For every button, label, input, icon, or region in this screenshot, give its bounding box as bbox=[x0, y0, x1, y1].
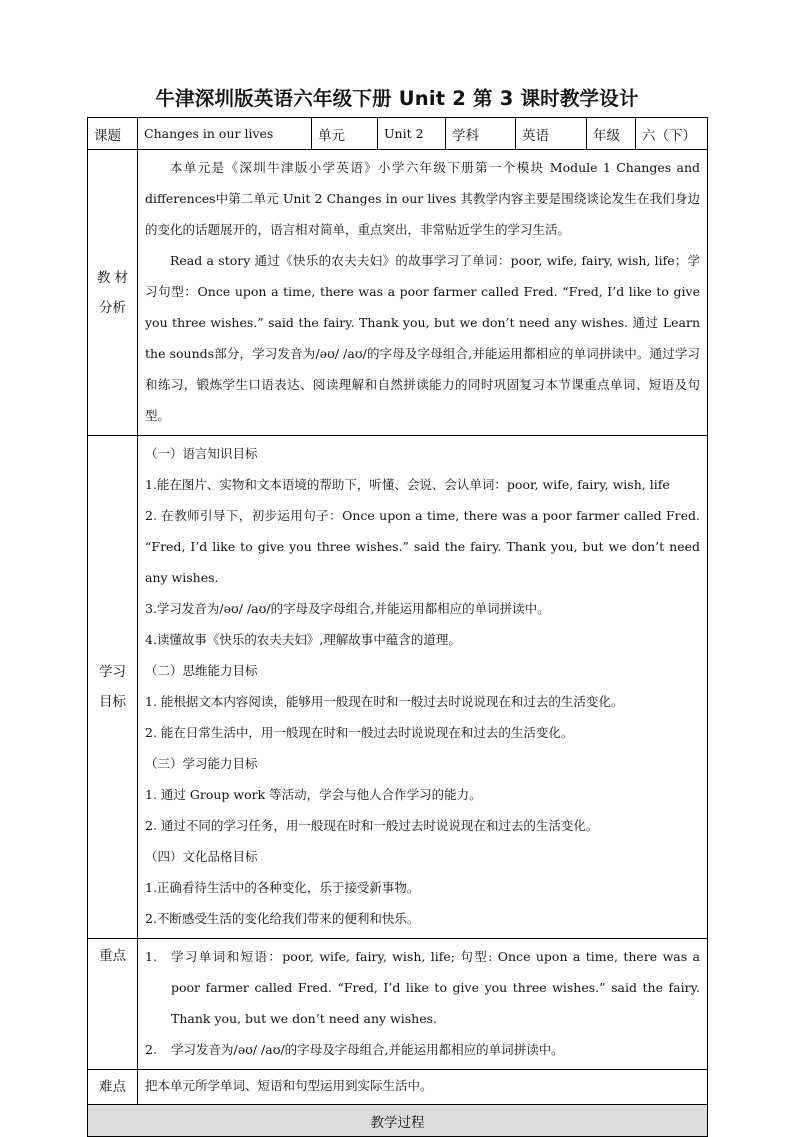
objective-line: 3.学习发音为/əʊ/ /aʊ/的字母及字母组合,并能运用都相应的单词拼读中。 bbox=[145, 601, 550, 616]
objectives-label-line1: 学习 bbox=[99, 664, 126, 680]
topic-label: 课题 bbox=[88, 118, 138, 150]
key-points-row bbox=[88, 939, 708, 1070]
difficulties-content: 把本单元所学单词、短语和句型运用到实际生活中。 bbox=[138, 1070, 708, 1105]
key-point-text: 学习发音为/əʊ/ /aʊ/的字母及字母组合,并能运用都相应的单词拼读中。 bbox=[171, 1042, 564, 1057]
objective-line: 4.读懂故事《快乐的农夫夫妇》,理解故事中蕴含的道理。 bbox=[145, 632, 461, 647]
objectives-content bbox=[138, 436, 708, 939]
analysis-content bbox=[138, 150, 708, 436]
objective-line: 2. 通过不同的学习任务，用一般现在时和一般过去时说说现在和过去的生活变化。 bbox=[145, 818, 599, 833]
objectives-label-line2: 目标 bbox=[99, 694, 126, 710]
analysis-paragraph-2: Read a story 通过《快乐的农夫夫妇》的故事学习了单词：poor, wife, fairy, wish, life；学习句型：Once upon a time, there was a poor farmer called Fred. “Fred, I’d like to give you three wishes.” said the fairy. Thank you, but we don’t need any wishes. 通过 Learn the sounds部分，学习发音为/əʊ/ /aʊ/的字母及字母组合,并能运用都相应的单词拼读中。通过学习和练习，锻炼学生口语表达、阅读理解和自然拼读能力的同时巩固复习本节课重点单词、短语及句型。 bbox=[145, 253, 700, 423]
objective-line: （四）文化品格目标 bbox=[145, 849, 258, 864]
grade-value: 六（下） bbox=[636, 118, 708, 150]
unit-label: 单元 bbox=[312, 118, 378, 150]
lesson-plan-table bbox=[87, 117, 708, 1137]
analysis-label-line1: 教 材 bbox=[96, 269, 129, 286]
objective-line: （二）思维能力目标 bbox=[145, 663, 258, 678]
analysis-label-line2: 分析 bbox=[99, 299, 126, 316]
subject-label: 学科 bbox=[446, 118, 516, 150]
objective-line: 1.正确看待生活中的各种变化，乐于接受新事物。 bbox=[145, 880, 420, 895]
process-header: 教学过程 bbox=[88, 1105, 708, 1137]
key-points-label: 重点 bbox=[88, 939, 138, 1070]
unit-value: Unit 2 bbox=[378, 118, 446, 150]
process-row bbox=[88, 1105, 708, 1137]
objective-line: 2. 能在日常生活中，用一般现在时和一般过去时说说现在和过去的生活变化。 bbox=[145, 725, 574, 740]
key-points-content bbox=[138, 939, 708, 1070]
objectives-row bbox=[88, 436, 708, 939]
analysis-row bbox=[88, 150, 708, 436]
subject-value: 英语 bbox=[516, 118, 587, 150]
key-point-number: 1. bbox=[145, 949, 157, 964]
objective-line: （一）语言知识目标 bbox=[145, 446, 258, 461]
key-point-number: 2. bbox=[145, 1042, 157, 1057]
key-point-item bbox=[145, 1034, 700, 1065]
grade-label: 年级 bbox=[587, 118, 636, 150]
difficulties-label: 难点 bbox=[88, 1070, 138, 1105]
objective-line: 1.能在图片、实物和文本语境的帮助下，听懂、会说、会认单词：poor, wife, fairy, wish, life bbox=[145, 477, 670, 492]
key-point-item bbox=[145, 941, 700, 1034]
difficulties-row bbox=[88, 1070, 708, 1105]
objective-line: （三）学习能力目标 bbox=[145, 756, 258, 771]
key-point-text: 学习单词和短语：poor, wife, fairy, wish, life; 句型: Once upon a time, there was a poor farmer called Fred. “Fred, I’d like to give you three wishes.” said the fairy. Thank you, but we don’t need any wishes. bbox=[171, 949, 700, 1026]
header-row bbox=[88, 118, 708, 150]
objective-line: 1. 通过 Group work 等活动，学会与他人合作学习的能力。 bbox=[145, 787, 482, 802]
analysis-label bbox=[88, 150, 138, 436]
objective-line: 2.不断感受生活的变化给我们带来的便利和快乐。 bbox=[145, 911, 420, 926]
analysis-paragraph-1: 本单元是《深圳牛津版小学英语》小学六年级下册第一个模块 Module 1 Changes and differences中第二单元 Unit 2 Changes in our lives 其教学内容主要是围绕谈论发生在我们身边的变化的话题展开的，语言相对简单，重点突出，非常贴近学生的学习生活。 bbox=[145, 160, 700, 237]
objective-line: 1. 能根据文本内容阅读，能够用一般现在时和一般过去时说说现在和过去的生活变化。 bbox=[145, 694, 624, 709]
objectives-label bbox=[88, 436, 138, 939]
document-title: 牛津深圳版英语六年级下册 Unit 2 第 3 课时教学设计 bbox=[155, 87, 639, 110]
objective-line: 2. 在教师引导下，初步运用句子：Once upon a time, there was a poor farmer called Fred. “Fred, I’d like to give you three wishes.” said the fairy. Thank you, but we don’t need any wishes. bbox=[145, 508, 700, 585]
topic-value: Changes in our lives bbox=[138, 118, 312, 150]
